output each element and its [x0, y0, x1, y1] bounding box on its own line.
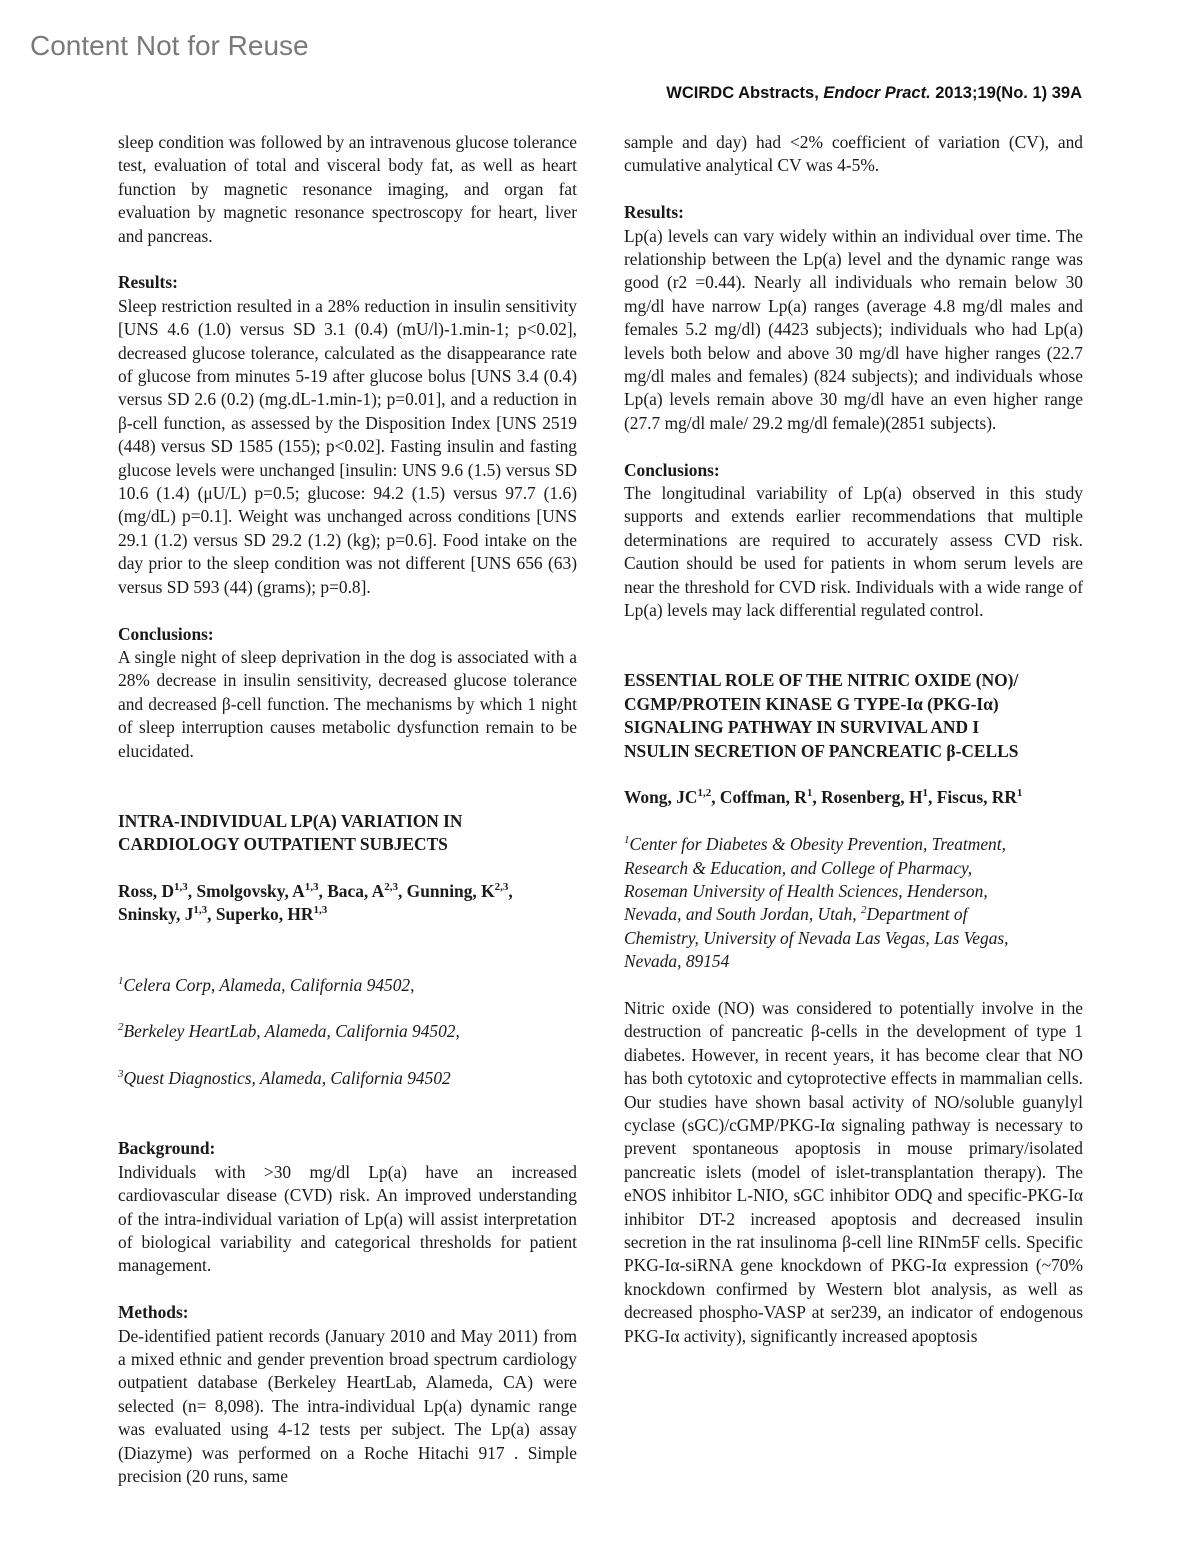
affiliation-line — [118, 1020, 577, 1043]
author: Ross, D — [118, 880, 175, 901]
affiliation-line — [624, 950, 1083, 973]
affiliation-text: Chemistry, University of Nevada Las Vegas, Las Vegas, — [624, 927, 1009, 948]
author: Coffman, R — [719, 787, 807, 808]
author: Rosenberg, H — [821, 787, 923, 808]
affiliation-text: Center for Diabetes & Obesity Prevention, Treatment, — [629, 834, 1006, 855]
affiliation-sup: 3 — [118, 1068, 124, 1081]
affiliation-line — [624, 903, 1083, 926]
right-results-paragraph: Lp(a) levels can vary widely within an individual over time. The relationship between the Lp(a) level and the dynamic range was good (r2 =0.44). Nearly all individuals who remain below 30 mg/dl have narrow Lp(a) ranges (average 4.8 mg/dl males and females 5.2 mg/dl) (4423 subjects); individuals who had Lp(a) levels both below and above 30 mg/dl have higher ranges (22.7 mg/dl males and females) (824 subjects); and individuals whose Lp(a) levels remain above 30 mg/dl have an even higher range (27.7 mg/dl male/ 29.2 mg/dl female)(2851 subjects). — [624, 225, 1083, 433]
affiliation-sup: 2 — [118, 1021, 124, 1034]
right-conclusions-heading: Conclusions: — [624, 459, 720, 480]
author: Sninsky, J — [118, 904, 194, 925]
authors-no-pkg: Wong, JC$^{1,2}$, Coffman, $R^1$, Rosenberg, $H^1$, Fiscus, $RR^1$ — [624, 787, 1023, 808]
author-sup: 1 — [806, 787, 813, 800]
author: Fiscus, RR — [936, 787, 1017, 808]
left-column — [118, 131, 577, 1488]
left-conclusions-paragraph: A single night of sleep deprivation in the dog is associated with a 28% decrease in insulin sensitivity, decreased glucose tolerance and decreased β-cell function. The mechanisms by which 1 night of sleep interruption causes metabolic dysfunction remain to be elucidated. — [118, 646, 577, 761]
affiliation-text: Celera Corp, Alameda, California 94502, — [123, 974, 415, 995]
author-sup: 1,3 — [174, 881, 188, 894]
running-head-journal: Endocr Pract. — [823, 84, 931, 102]
affiliation-line — [118, 974, 577, 997]
affiliation-line — [624, 833, 1083, 856]
affiliation-sup: 1 — [118, 974, 124, 987]
author-sup: 1 — [1016, 787, 1023, 800]
right-results-heading: Results: — [624, 202, 684, 223]
affiliations-no-pkg — [624, 833, 1083, 973]
author: Superko, HR — [215, 904, 314, 925]
affiliation-line — [624, 927, 1083, 950]
left-conclusions-heading: Conclusions: — [118, 623, 214, 644]
author: Baca, A — [327, 880, 385, 901]
author-sup: 1,3 — [313, 904, 328, 917]
running-head-suffix: 2013;19(No. 1) 39A — [930, 84, 1082, 102]
affiliation-sup: 2 — [861, 904, 867, 917]
watermark: Content Not for Reuse — [30, 30, 309, 61]
left-methods-heading: Methods: — [118, 1302, 189, 1323]
title-line: NSULIN SECRETION OF PANCREATIC β-CELLS — [624, 740, 1019, 761]
left-results-heading: Results: — [118, 272, 178, 293]
affiliation-text: Quest Diagnostics, Alameda, California 94502 — [123, 1068, 451, 1089]
title-line: CGMP/PROTEIN KINASE G TYPE-Iα (PKG-Iα) — [624, 693, 999, 714]
affiliation-line — [624, 857, 1083, 880]
article-title-no-pkg — [624, 669, 1083, 763]
right-column — [624, 131, 1083, 1348]
author-sup: 1,2 — [697, 787, 712, 800]
right-body-paragraph: Nitric oxide (NO) was considered to potentially involve in the destruction of pancreatic β-cells in the development of type 1 diabetes. However, in recent years, it has become clear that NO has both cytotoxic and cytoprotective effects in mammalian cells. Our studies have shown basal activity of NO/soluble guanylyl cyclase (sGC)/cGMP/PKG-Iα signaling pathway is necessary to prevent spontaneous apoptosis in mouse primary/isolated pancreatic islets (model of islet-transplantation therapy). The eNOS inhibitor L-NIO, sGC inhibitor ODQ and specific-PKG-Iα inhibitor DT-2 increased apoptosis and decreased insulin secretion in the rat insulinoma β-cell line RINm5F cells. Specific PKG-Iα-siRNA gene knockdown of PKG-Iα expression (~70% knockdown confirmed by Western blot analysis, as well as decreased phospho-VASP at ser239, an indicator of endogenous PKG-Iα activity), significantly increased apoptosis — [624, 997, 1083, 1346]
affiliation-text: Nevada, 89154 — [624, 951, 730, 972]
right-intro-paragraph: sample and day) had <2% coefficient of variation (CV), and cumulative analytical CV was 4-5%. — [624, 132, 1083, 176]
affiliation-line — [118, 1067, 577, 1090]
left-results-paragraph: Sleep restriction resulted in a 28% reduction in insulin sensitivity [UNS 4.6 (1.0) versus SD 3.1 (0.4) (mU/l)-1.min-1; p<0.02], decreased glucose tolerance, calculated as the disappearance rate of glucose from minutes 5-19 after glucose bolus [UNS 3.4 (0.4) versus SD 2.6 (0.2) (mg.dL-1.min-1); p=0.01], and a reduction in β-cell function, as assessed by the Disposition Index [UNS 2519 (448) versus SD 1585 (155); p<0.02]. Fasting insulin and fasting glucose levels were unchanged [insulin: UNS 9.6 (1.5) versus SD 10.6 (1.4) (μU/L) p=0.5; glucose: 94.2 (1.5) versus 97.7 (1.6) (mg/dL) p=0.1]. Weight was unchanged across conditions [UNS 29.1 (1.2) versus SD 29.2 (1.2) (kg); p=0.6]. Food intake on the day prior to the sleep condition was not different [UNS 656 (63) versus SD 593 (44) (grams); p=0.8]. — [118, 295, 577, 597]
affiliation-sup: 1 — [624, 834, 630, 847]
title-line: SIGNALING PATHWAY IN SURVIVAL AND I — [624, 717, 980, 738]
author-sup: 2,3 — [494, 881, 509, 894]
affiliation-line — [624, 880, 1083, 903]
affiliations-lpa — [118, 950, 577, 1114]
left-background-heading: Background: — [118, 1138, 216, 1159]
author-sup: 1 — [922, 787, 929, 800]
affiliation-text: Nevada, and South Jordan, Utah, — [624, 904, 862, 925]
affiliation-text: Research & Education, and College of Pharmacy, — [624, 857, 973, 878]
affiliation-text: Roseman University of Health Sciences, Henderson, — [624, 880, 988, 901]
author: Wong, JC — [624, 787, 698, 808]
running-head-prefix: WCIRDC Abstracts, — [666, 84, 824, 102]
running-head — [600, 84, 1082, 103]
affiliation-text: Berkeley HeartLab, Alameda, California 94502, — [123, 1021, 460, 1042]
author-sup: 2,3 — [384, 881, 398, 894]
left-background-paragraph: Individuals with >30 mg/dl Lp(a) have an increased cardiovascular disease (CVD) risk. An improved understanding of the intra-individual variation of Lp(a) will assist interpretation of biological variability and categorical thresholds for patient management. — [118, 1161, 577, 1276]
author: Smolgovsky, A — [196, 880, 305, 901]
author-sup: 1,3 — [193, 904, 208, 917]
author-sup: 1,3 — [304, 881, 319, 894]
article-title-lpa: INTRA-INDIVIDUAL LP(A) VARIATION IN CARDIOLOGY OUTPATIENT SUBJECTS — [118, 810, 463, 855]
left-methods-paragraph: De-identified patient records (January 2010 and May 2011) from a mixed ethnic and gender prevention broad spectrum cardiology outpatient database (Berkeley HeartLab, Alameda, CA) were selected (n= 8,098). The intra-individual Lp(a) dynamic range was evaluated using 4-12 tests per subject. The Lp(a) assay (Diazyme) was performed on a Roche Hitachi 917 . Simple precision (20 runs, same — [118, 1325, 577, 1487]
right-conclusions-paragraph: The longitudinal variability of Lp(a) observed in this study supports and extends earlier recommendations that multiple determinations are required to accurately assess CVD risk. Caution should be used for patients in whom serum levels are near the threshold for CVD risk. Individuals with a wide range of Lp(a) levels may lack differential regulated control. — [624, 483, 1083, 621]
authors-lpa: Ross, D$^{1,3}$, Smolgovsky, A$^{1,3}$, Baca, A$^{2,3}$, Gunning, K$^{2,3}$, Sninsky, J$^{1,3}$, Superko, HR$^{1,3}$ — [118, 880, 513, 925]
affiliation-text: Department of — [866, 904, 968, 925]
left-intro-paragraph: sleep condition was followed by an intravenous glucose tolerance test, evaluation of total and visceral body fat, as well as heart function by magnetic resonance imaging, and organ fat evaluation by magnetic resonance spectroscopy for heart, liver and pancreas. — [118, 132, 577, 246]
author: Gunning, K — [406, 880, 495, 901]
title-line: ESSENTIAL ROLE OF THE NITRIC OXIDE (NO)/ — [624, 670, 1019, 691]
